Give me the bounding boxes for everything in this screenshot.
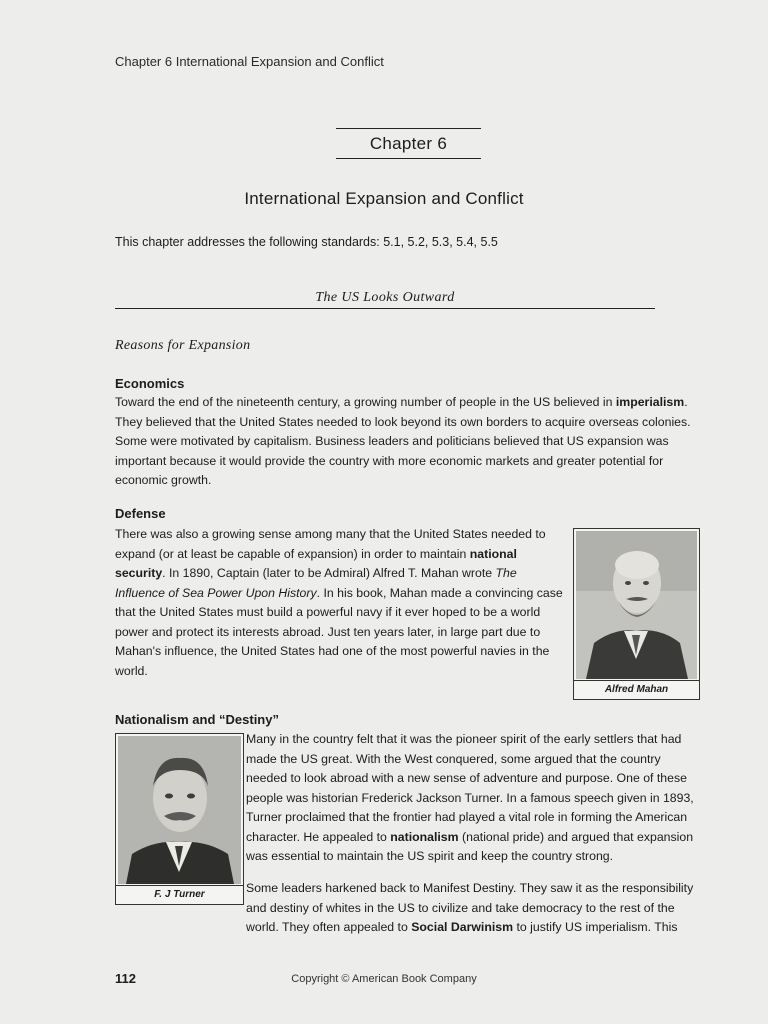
nationalism-text-1: Many in the country felt that it was the pioneer spirit of the early settlers that had made the US great. With the West conquered, some argued that the country needed to look abroad with a new sense of adventure and purpose. One of these people was historian Frederick Jackson Turner. In a famous speech given in 1893, Turner proclaimed that the frontier had played a vital role in forming the American character. He appealed to <box>246 732 694 844</box>
nationalism-heading: Nationalism and “Destiny” <box>115 712 279 727</box>
turner-figure <box>115 733 244 905</box>
section-rule <box>115 308 655 309</box>
chapter-rule-bottom <box>336 158 481 159</box>
defense-paragraph <box>115 525 567 681</box>
section-title: The US Looks Outward <box>315 290 455 305</box>
mahan-caption: Alfred Mahan <box>574 680 699 699</box>
turner-portrait-image <box>118 736 241 884</box>
manifest-text-1: Some leaders harkened back to Manifest Destiny. They saw it as the responsibility and destiny of whites in the US to civilize and take democracy to the rest of the world. They often appealed to <box>246 881 694 934</box>
economics-text-1: Toward the end of the nineteenth century, a growing number of people in the US believed in <box>115 395 616 409</box>
chapter-title: International Expansion and Conflict <box>244 189 524 208</box>
defense-text-1: There was also a growing sense among many that the United States needed to expand (or at least be capable of expansion) in order to maintain <box>115 527 546 561</box>
nationalism-text-2: (national pride) and argued that expansion was essential to maintain the US spirit and keep the country strong. <box>246 829 694 863</box>
defense-text-2: . In 1890, Captain (later to be Admiral) Alfred T. Mahan wrote <box>162 566 496 580</box>
mahan-portrait <box>576 531 697 679</box>
manifest-destiny-paragraph <box>246 879 698 938</box>
term-nationalism: nationalism <box>390 829 459 844</box>
term-imperialism: imperialism <box>615 395 685 409</box>
mahan-figure <box>573 528 700 700</box>
economics-heading: Economics <box>115 376 185 391</box>
term-national-security: national security <box>115 546 517 580</box>
chapter-label: Chapter 6 <box>369 134 448 153</box>
copyright-footer: Copyright © American Book Company <box>291 973 477 985</box>
standards-note: This chapter addresses the following standards: 5.1, 5.2, 5.3, 5.4, 5.5 <box>115 235 498 249</box>
turner-portrait <box>118 736 241 884</box>
defense-heading: Defense <box>115 506 166 521</box>
running-head: Chapter 6 International Expansion and Conflict <box>115 54 384 69</box>
economics-text-2: . They believed that the United States needed to look beyond its own borders to acquire overseas colonies. Some were motivated by capitalism. Business leaders and politicians believed that US expansion was important because it would provide the country with more economic markets and greater potential for economic growth. <box>115 395 691 487</box>
book-title: The Influence of Sea Power Upon History <box>115 566 517 600</box>
term-social-darwinism: Social Darwinism <box>411 920 514 934</box>
page-number: 112 <box>115 971 136 986</box>
manifest-text-2: to justify US imperialism. This <box>513 920 678 934</box>
chapter-rule-top <box>336 128 481 129</box>
turner-caption: F. J Turner <box>116 885 243 904</box>
nationalism-paragraph <box>246 730 698 867</box>
subsection-heading: Reasons for Expansion <box>115 338 251 353</box>
mahan-portrait-image <box>576 531 697 679</box>
defense-text-3: . In his book, Mahan made a convincing case that the United States must build a powerful navy if it ever hoped to be a world power and protect its interests abroad. Just ten years later, in large part due to Mahan's influence, the United States had one of the most powerful navies in the world. <box>115 585 563 678</box>
economics-paragraph <box>115 393 697 491</box>
